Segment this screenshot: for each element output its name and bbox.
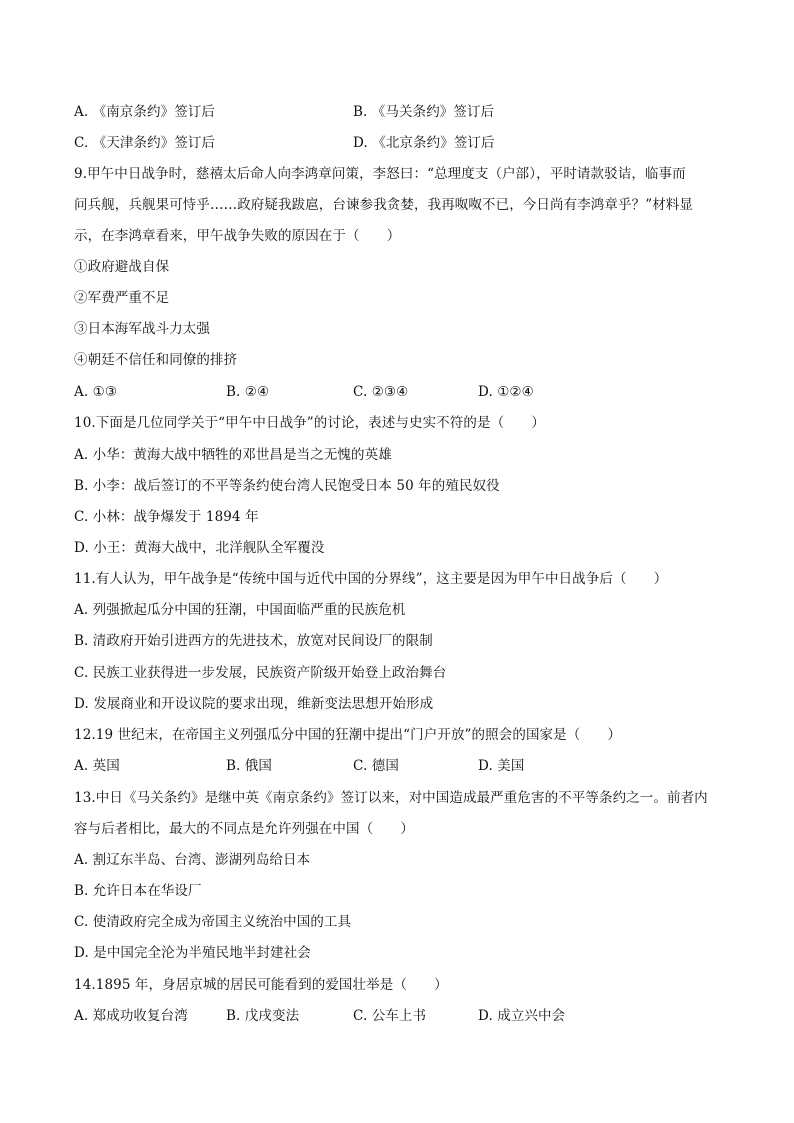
q8-option-d: D. 《北京条约》签订后: [353, 135, 495, 151]
q14-option-a: A. 郑成功收复台湾: [74, 1008, 188, 1024]
q10-stem: 10.下面是几位同学关于“甲午中日战争”的讨论，表述与史实不符的是（ ）: [74, 415, 545, 431]
q10-option-d: D. 小王：黄海大战中，北洋舰队全军覆没: [74, 540, 325, 556]
q11-option-c: C. 民族工业获得进一步发展，民族资产阶级开始登上政治舞台: [74, 665, 447, 681]
q8-option-a: A. 《南京条约》签订后: [74, 104, 216, 120]
q12-option-a: A. 英国: [74, 758, 120, 774]
q8-option-c: C. 《天津条约》签订后: [74, 135, 216, 151]
q12-option-d: D. 美国: [478, 758, 525, 774]
q13-option-a: A. 割辽东半岛、台湾、澎湖列岛给日本: [74, 852, 311, 868]
q9-option-d: D. ①②④: [478, 384, 534, 400]
q13-option-d: D. 是中国完全沦为半殖民地半封建社会: [74, 945, 311, 961]
q10-option-a: A. 小华：黄海大战中牺牲的邓世昌是当之无愧的英雄: [74, 447, 392, 463]
q14-option-b: B. 戊戌变法: [226, 1008, 300, 1024]
q9-item-1: ①政府避战自保: [74, 259, 170, 275]
q9-option-c: C. ②③④: [353, 384, 409, 400]
q9-item-3: ③日本海军战斗力太强: [74, 321, 210, 337]
q9-item-2: ②军费严重不足: [74, 290, 170, 306]
q9-option-b: B. ②④: [226, 384, 270, 400]
q14-option-d: D. 成立兴中会: [478, 1008, 566, 1024]
q12-option-b: B. 俄国: [226, 758, 273, 774]
q10-option-c: C. 小林：战争爆发于 1894 年: [74, 509, 259, 525]
q9-stem-line-1: 9.甲午中日战争时，慈禧太后命人向李鸿章问策，李怒曰：“总理度支（户部），平时请款驳诘，临事而: [74, 166, 686, 182]
q11-stem: 11.有人认为，甲午战争是“传统中国与近代中国的分界线”，这主要是因为甲午中日战争后（ ）: [74, 571, 668, 587]
q9-item-4: ④朝廷不信任和同僚的排挤: [74, 352, 238, 368]
q13-stem-line-1: 13.中日《马关条约》是继中英《南京条约》签订以来，对中国造成最严重危害的不平等条约之一。前者内: [74, 790, 708, 806]
q11-option-a: A. 列强掀起瓜分中国的狂潮，中国面临严重的民族危机: [74, 602, 406, 618]
q12-stem: 12.19 世纪末，在帝国主义列强瓜分中国的狂潮中提出“门户开放”的照会的国家是（ ）: [74, 727, 622, 743]
q14-stem: 14.1895 年，身居京城的居民可能看到的爱国壮举是（ ）: [74, 977, 448, 993]
q9-stem-line-3: 示，在李鸿章看来，甲午战争失败的原因在于（ ）: [74, 228, 401, 244]
q14-option-c: C. 公车上书: [353, 1008, 427, 1024]
q12-option-c: C. 德国: [353, 758, 399, 774]
q9-stem-line-2: 问兵舰，兵舰果可恃乎……政府疑我跋扈，台谏参我贪婪，我再呶呶不已，今日尚有李鸿章乎？”材料显: [74, 197, 693, 213]
q13-stem-line-2: 容与后者相比，最大的不同点是允许列强在中国（ ）: [74, 821, 414, 837]
q11-option-d: D. 发展商业和开设议院的要求出现，维新变法思想开始形成: [74, 696, 434, 712]
q10-option-b: B. 小李：战后签订的不平等条约使台湾人民饱受日本 50 年的殖民奴役: [74, 478, 500, 494]
q8-option-b: B. 《马关条约》签订后: [353, 104, 495, 120]
q9-option-a: A. ①③: [74, 384, 118, 400]
q11-option-b: B. 清政府开始引进西方的先进技术，放宽对民间设厂的限制: [74, 633, 433, 649]
q13-option-b: B. 允许日本在华设厂: [74, 883, 202, 899]
q13-option-c: C. 使清政府完全成为帝国主义统治中国的工具: [74, 914, 352, 930]
